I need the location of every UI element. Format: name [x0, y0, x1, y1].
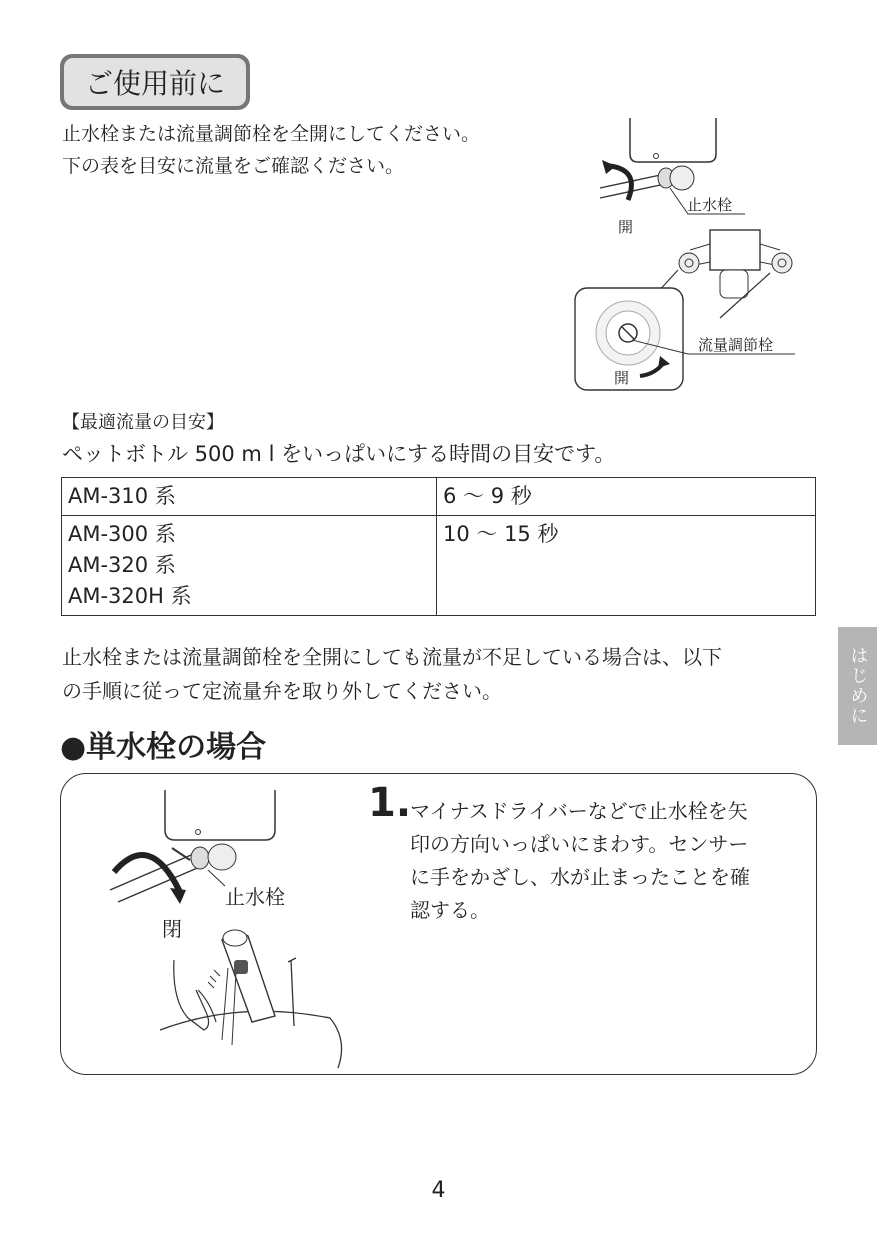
open-label: 開	[618, 218, 634, 236]
step-illustration	[100, 790, 350, 1070]
note-text	[62, 640, 722, 708]
table-row	[62, 516, 816, 616]
model-name: AM-320H 系	[68, 584, 192, 608]
intro-text	[62, 118, 582, 182]
badge-label: ご使用前に	[64, 58, 246, 106]
note-line: 止水栓または流量調節栓を全開にしても流量が不足している場合は、以下	[62, 645, 722, 669]
valve-label: 止水栓	[687, 196, 733, 214]
note-line: の手順に従って定流量弁を取り外してください。	[62, 679, 502, 703]
valve-illustration	[570, 118, 810, 398]
flow-valve-label: 流量調節栓	[698, 336, 774, 354]
model-name: AM-310 系	[68, 484, 176, 508]
valve-label: 止水栓	[225, 885, 285, 909]
step-number: 1.	[368, 780, 412, 826]
section-title: ●単水栓の場合	[60, 730, 267, 765]
guide-text: ペットボトル 500 m l をいっぱいにする時間の目安です。	[62, 442, 616, 466]
side-tab: はじめに	[838, 627, 877, 745]
flow-table	[61, 477, 816, 616]
intro-line: 下の表を目安に流量をご確認ください。	[62, 155, 405, 177]
table-row	[62, 478, 816, 516]
model-cell	[62, 478, 437, 516]
guide-heading: 【最適流量の目安】	[62, 412, 224, 433]
step-text	[410, 795, 810, 927]
time-cell: 6 ～ 9 秒	[437, 478, 816, 516]
model-name: AM-300 系	[68, 522, 176, 546]
step-line: 印の方向いっぱいにまわす。センサー	[410, 832, 749, 856]
intro-line: 止水栓または流量調節栓を全開にしてください。	[62, 123, 481, 145]
step-line: に手をかざし、水が止まったことを確	[410, 865, 750, 889]
model-name: AM-320 系	[68, 553, 176, 577]
close-label: 閉	[162, 917, 182, 941]
section-badge	[60, 54, 250, 110]
step-line: 認する。	[410, 898, 490, 922]
step-line: マイナスドライバーなどで止水栓を矢	[410, 799, 748, 823]
model-cell	[62, 516, 437, 616]
page-number: 4	[431, 1178, 446, 1203]
open-label-2: 開	[614, 369, 630, 387]
time-cell: 10 ～ 15 秒	[437, 516, 816, 616]
